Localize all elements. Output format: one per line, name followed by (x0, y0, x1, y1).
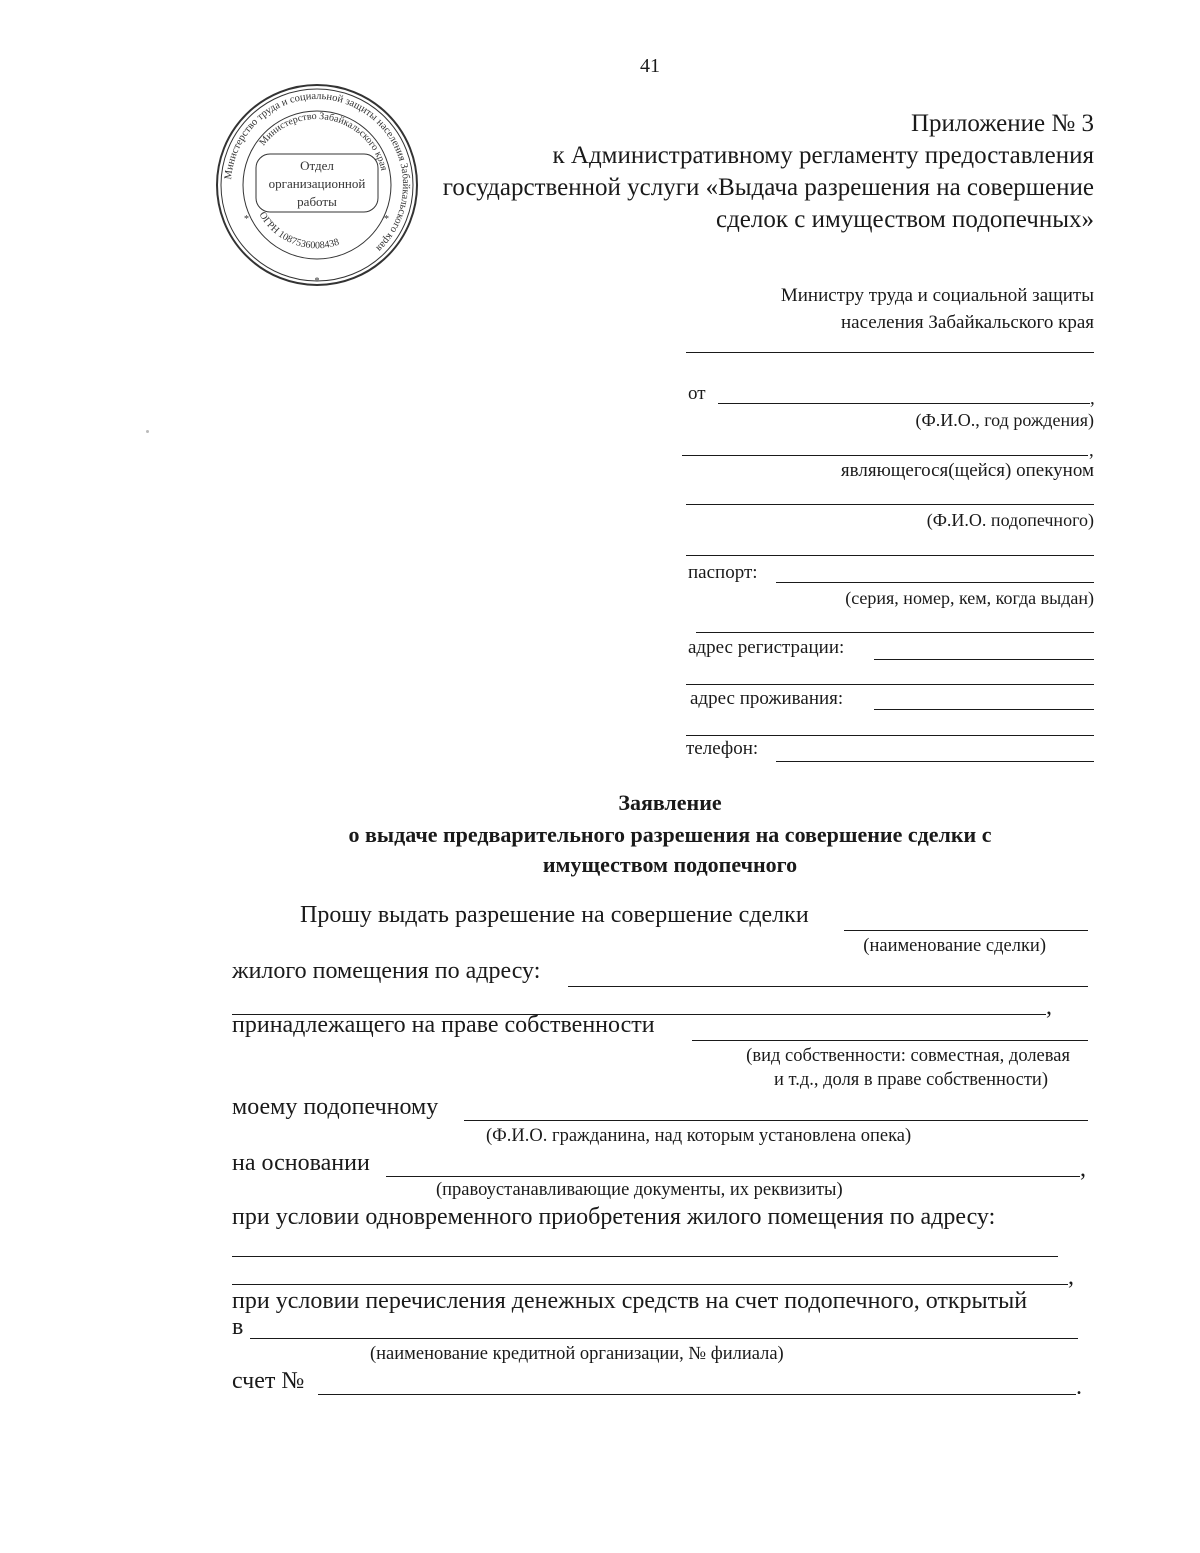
purchase-address-field[interactable] (232, 1256, 1058, 1257)
request-text: Прошу выдать разрешение на совершение сделки (300, 902, 809, 928)
premises-address-field[interactable] (568, 986, 1088, 987)
basis-hint: (правоустанавливающие документы, их реквизиты) (436, 1180, 843, 1200)
bank-hint: (наименование кредитной организации, № филиала) (370, 1344, 784, 1364)
document-title: Заявление (618, 790, 722, 815)
ownership-hint-1: (вид собственности: совместная, долевая (746, 1046, 1070, 1066)
ward-label: моему подопечному (232, 1094, 439, 1120)
passport-label: паспорт: (688, 562, 758, 583)
appendix-header (443, 108, 1094, 236)
page-number: 41 (640, 55, 660, 77)
premises-comma: , (1046, 994, 1052, 1020)
ward-field[interactable] (686, 504, 1094, 505)
svg-text:*: * (314, 276, 320, 287)
stamp-ogrn: ОГРН 1087536008438 (256, 210, 341, 252)
ownership-field[interactable] (692, 1040, 1088, 1041)
account-label: счет № (232, 1368, 305, 1394)
basis-comma: , (1080, 1156, 1086, 1182)
organization-stamp (214, 82, 420, 288)
stamp-center-line2: организационной (268, 176, 366, 191)
addressee (781, 282, 1094, 336)
fio-hint: (Ф.И.О., год рождения) (915, 410, 1094, 430)
from-label: от (688, 383, 706, 404)
appendix-line2: к Административному регламенту предоставления (552, 142, 1094, 169)
scan-speck (146, 430, 149, 433)
phone-field[interactable] (776, 761, 1094, 762)
transfer-label: при условии перечисления денежных средств на счет подопечного, открытый (232, 1288, 1028, 1314)
document-subtitle-line2: имуществом подопечного (542, 852, 798, 877)
addressee-blank-line[interactable] (686, 352, 1094, 353)
stamp-center-line1: Отдел (300, 158, 334, 173)
purchase-comma: , (1068, 1264, 1074, 1290)
account-period: . (1076, 1374, 1082, 1400)
premises-address-label: жилого помещения по адресу: (232, 958, 541, 984)
reg-address-extra-field[interactable] (686, 684, 1094, 685)
stamp-center-line3: работы (297, 194, 337, 209)
account-field[interactable] (318, 1394, 1076, 1395)
svg-text:*: * (384, 214, 389, 225)
ward-extra-field[interactable] (686, 555, 1094, 556)
guardian-label: являющегося(щейся) опекуном (840, 460, 1094, 481)
fio-continue-field[interactable] (682, 455, 1088, 456)
deal-name-field[interactable] (844, 930, 1088, 931)
reg-address-label: адрес регистрации: (688, 637, 845, 658)
in-label: в (232, 1314, 244, 1340)
reg-address-field[interactable] (874, 659, 1094, 660)
stamp-outer-text: Министерство труда и социальной защиты населения Забайкальского края (223, 90, 412, 254)
live-address-field[interactable] (874, 709, 1094, 710)
svg-text:ОГРН 1087536008438 (257, 210, 341, 251)
svg-text:*: * (244, 214, 249, 225)
live-address-label: адрес проживания: (690, 688, 844, 709)
basis-field[interactable] (386, 1176, 1080, 1177)
document-subtitle-line1: о выдаче предварительного разрешения на совершение сделки с (348, 822, 992, 847)
appendix-line1: Приложение № 3 (910, 110, 1094, 137)
passport-extra-field[interactable] (696, 632, 1094, 633)
phone-label: телефон: (686, 738, 759, 759)
ward-hint: (Ф.И.О. подопечного) (926, 510, 1094, 530)
addressee-line1: Министру труда и социальной защиты (780, 285, 1094, 306)
basis-label: на основании (232, 1150, 370, 1176)
passport-hint: (серия, номер, кем, когда выдан) (845, 588, 1094, 608)
ward-name-hint: (Ф.И.О. гражданина, над которым установлена опека) (486, 1126, 912, 1146)
appendix-line4: сделок с имуществом подопечных» (715, 206, 1094, 233)
purchase-address-extra-field[interactable] (232, 1284, 1068, 1285)
addressee-line2: населения Забайкальского края (840, 312, 1094, 333)
bank-field[interactable] (250, 1338, 1078, 1339)
stamp-inner-text: Министерство Забайкальского края (257, 110, 390, 172)
ward-name-field[interactable] (464, 1120, 1088, 1121)
appendix-line3: государственной услуги «Выдача разрешения на совершение (442, 174, 1094, 201)
owned-label: принадлежащего на праве собственности (232, 1012, 655, 1038)
ownership-hint-2: и т.д., доля в праве собственности) (774, 1070, 1048, 1090)
from-comma: , (1090, 388, 1095, 409)
purchase-label: при условии одновременного приобретения жилого помещения по адресу: (232, 1204, 996, 1230)
passport-field[interactable] (776, 582, 1094, 583)
fio-comma: , (1089, 440, 1094, 461)
from-field[interactable] (718, 403, 1090, 404)
live-address-extra-field[interactable] (686, 735, 1094, 736)
deal-hint: (наименование сделки) (863, 936, 1046, 956)
